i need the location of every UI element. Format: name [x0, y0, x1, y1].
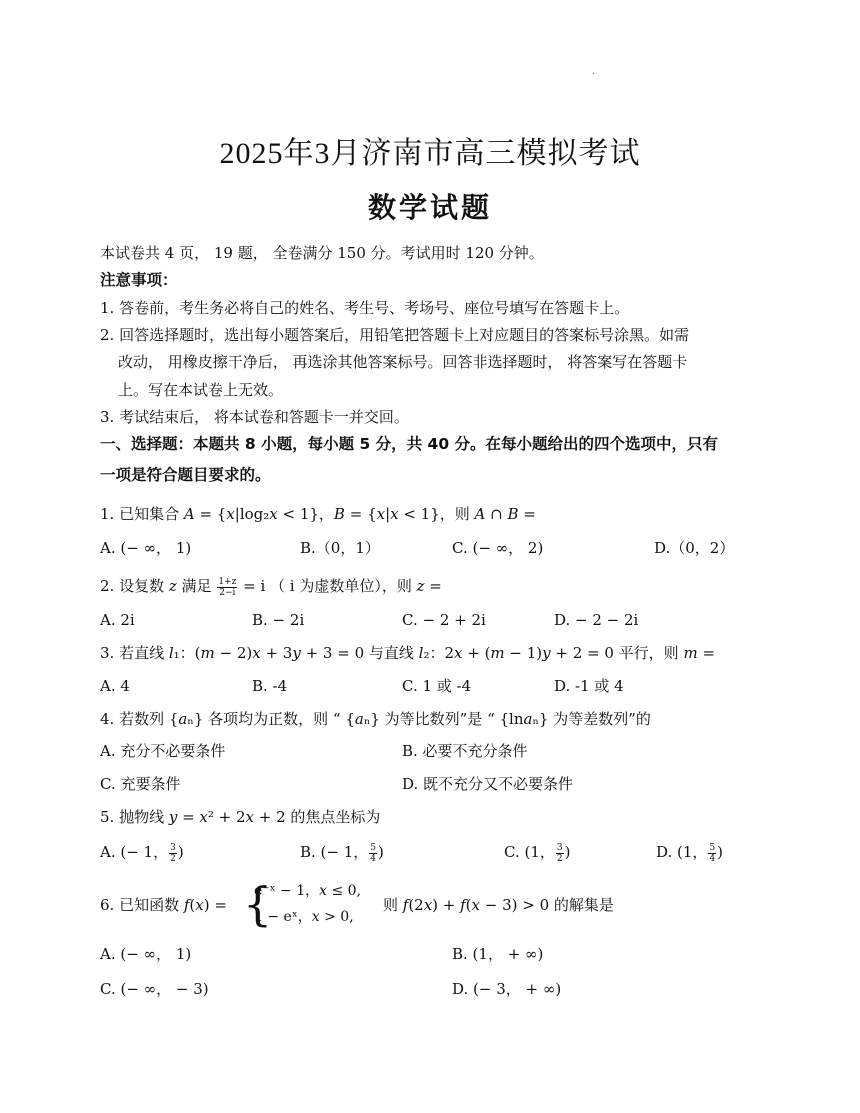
section-heading: 一、选择题：本题共 8 小题，每小题 5 分，共 40 分。在每小题给出的四个选项中，只有: [100, 435, 719, 453]
question-4-stem: 4. 若数列 {𝑎ₙ} 各项均为正数，则 “ {𝑎ₙ} 为等比数列”是 “ {ln𝑎ₙ} 为等差数列”的: [100, 710, 651, 728]
q4-option-a: A. 充分不必要条件: [100, 742, 226, 760]
q5-b-den: 4: [370, 853, 377, 864]
q5-option-d: [656, 842, 723, 864]
notice-item-3: 3. 考试结束后， 将本试卷和答题卡一并交回。: [100, 408, 409, 426]
q5-option-c: [504, 842, 570, 864]
notice-heading: 注意事项：: [100, 271, 178, 289]
header-dot: .: [592, 66, 596, 77]
question-5-stem: 5. 抛物线 𝑦 = 𝑥² + 2𝑥 + 2 的焦点坐标为: [100, 808, 381, 826]
q5-option-a: [100, 842, 184, 864]
q2-stem-post: = i （ i 为虚数单位），则 𝑧 =: [243, 577, 442, 595]
q5-d-pre: D. (1，: [656, 843, 708, 861]
q5-b-fraction: [369, 843, 377, 864]
question-1-stem: 1. 已知集合 𝐴 = {𝑥|log₂𝑥 < 1}，𝐵 = {𝑥|𝑥 < 1}，则 𝐴 ∩ 𝐵 =: [100, 505, 536, 523]
q5-option-b: [300, 842, 384, 864]
piecewise-brace: {: [243, 877, 273, 931]
q5-b-post: ): [378, 843, 384, 861]
exam-title: 2025年3月济南市高三模拟考试: [219, 137, 641, 170]
notice-item-2-end: 上。写在本试卷上无效。: [118, 381, 284, 399]
section-heading-cont: 一项是符合题目要求的。: [100, 466, 271, 484]
question-3-stem: 3. 若直线 𝑙₁：(𝑚 − 2)𝑥 + 3𝑦 + 3 = 0 与直线 𝑙₂：2𝑥 + (𝑚 − 1)𝑦 + 2 = 0 平行，则 𝑚 =: [100, 644, 716, 662]
q5-a-num: 3: [170, 842, 176, 853]
q5-a-den: 2: [170, 853, 176, 864]
q5-c-num: 3: [556, 842, 563, 853]
q1-option-d: D.（0，2）: [654, 539, 735, 557]
q5-a-pre: A. (− 1，: [100, 843, 169, 861]
q5-a-fraction: [169, 843, 177, 864]
q2-stem-pre: 2. 设复数 𝑧 满足: [100, 577, 212, 595]
q2-frac-num: 1+z: [218, 576, 237, 587]
q5-c-den: 2: [556, 853, 563, 864]
q3-option-b: B. -4: [252, 677, 288, 695]
q5-c-pre: C. (1，: [504, 843, 555, 861]
q1-option-c: C. (− ∞， 2): [452, 539, 544, 557]
q6-option-d: D. (− 3， + ∞): [452, 980, 562, 998]
notice-item-2-cont: 改动， 用橡皮擦干净后， 再选涂其他答案标号。回答非选择题时， 将答案写在答题卡: [118, 353, 688, 371]
exam-info: 本试卷共 4 页， 19 题， 全卷满分 150 分。考试用时 120 分钟。: [100, 244, 544, 262]
question-6-stem-pre: 6. 已知函数 𝑓(𝑥) =: [100, 896, 227, 914]
q5-c-post: ): [564, 843, 571, 861]
question-2-stem: [100, 576, 442, 598]
q4-option-d: D. 既不充分又不必要条件: [402, 775, 574, 793]
q6-piece-2: 1 − eˣ，𝑥 > 0,: [254, 909, 354, 925]
notice-item-1: 1. 答卷前，考生务必将自己的姓名、考生号、考场号、座位号填写在答题卡上。: [100, 299, 630, 317]
q2-option-c: C. − 2 + 2i: [402, 611, 486, 629]
q5-d-den: 4: [709, 853, 716, 864]
notice-item-2: 2. 回答选择题时，选出每小题答案后，用铅笔把答题卡上对应题目的答案标号涂黑。如需: [100, 326, 690, 344]
q2-option-b: B. − 2i: [252, 611, 305, 629]
q1-option-b: B.（0，1）: [300, 539, 380, 557]
q5-d-post: ): [717, 843, 724, 861]
q5-a-post: ): [177, 843, 184, 861]
q4-option-c: C. 充要条件: [100, 775, 181, 793]
q5-b-pre: B. (− 1，: [300, 843, 369, 861]
q5-d-num: 5: [709, 842, 716, 853]
q2-option-a: A. 2i: [100, 611, 135, 629]
q5-c-fraction: [556, 843, 564, 864]
q6-option-c: C. (− ∞， − 3): [100, 980, 209, 998]
q6-option-b: B. (1， + ∞): [452, 945, 544, 963]
q2-option-d: D. − 2 − 2i: [554, 611, 639, 629]
q2-frac-den: 2−i: [219, 587, 236, 598]
q1-option-a: A. (− ∞， 1): [100, 539, 192, 557]
q6-option-a: A. (− ∞， 1): [100, 945, 192, 963]
q5-b-num: 5: [370, 842, 377, 853]
q3-option-d: D. -1 或 4: [554, 677, 624, 695]
q6-piece-1: e⁻ˣ − 1，𝑥 ≤ 0,: [254, 883, 362, 899]
q5-d-fraction: [708, 843, 716, 864]
question-6-stem-post: 则 𝑓(2𝑥) + 𝑓(𝑥 − 3) > 0 的解集是: [383, 896, 614, 914]
q4-option-b: B. 必要不充分条件: [402, 742, 528, 760]
q3-option-a: A. 4: [100, 677, 130, 695]
q3-option-c: C. 1 或 -4: [402, 677, 472, 695]
exam-subtitle: 数学试题: [367, 191, 492, 224]
q2-fraction: [217, 577, 237, 598]
